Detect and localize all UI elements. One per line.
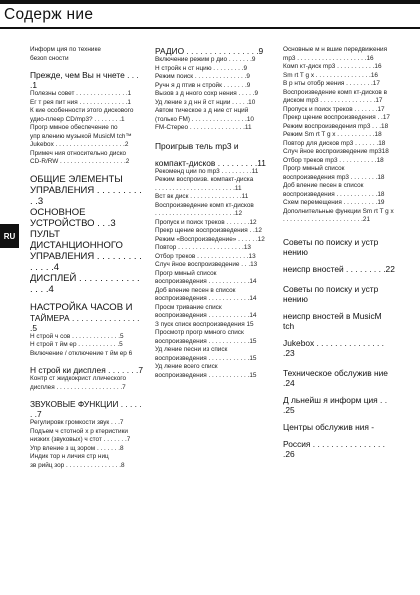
toc-entry: воспроизведения . . . . . . . . . . . .15 [155, 337, 257, 345]
toc-entry: Вызов з д нного сохр нения . . . . .9 [155, 90, 259, 97]
toc-entry: воспроизведения . . . . . . . . . . . .15 [155, 354, 257, 362]
toc-entry: mp3 . . . . . . . . . . . . . . . . . . . .16 [283, 54, 374, 62]
toc-entry: Повтор для дисков mp3 . . . . . . .18 [283, 139, 386, 147]
toc-section-title: УПРАВЛЕНИЯ . . . . . . . . . . .3 [30, 184, 142, 207]
toc-section [30, 399, 144, 470]
toc-entry: Повтор . . . . . . . . . . . . . . . . . . .13 [155, 244, 251, 251]
toc-section [30, 365, 144, 392]
toc-entry: Ег т рея пит ния . . . . . . . . . . . . . .1 [30, 98, 131, 106]
toc-entry: . . . . . . . . . . . . . . . . . . . . . . .11 [155, 184, 242, 192]
toc-section [30, 251, 144, 273]
toc-entry: Схем перемещения . . . . . . . . . .19 [283, 199, 385, 206]
toc-section-title: ДИСПЛЕЙ . . . . . . . . . . . . . . . .4 [30, 272, 140, 295]
toc-entry: Примеч ния относительно диско [30, 149, 127, 157]
toc-entry: Включение / отключение т йм ер 6 [30, 349, 133, 357]
toc-entry: зв рийц зор . . . . . . . . . . . . . . . .8 [30, 461, 125, 469]
toc-entry: Воспроизведение комп кт-дисков [155, 201, 254, 209]
header [0, 0, 420, 32]
toc-entry: Прекр щение воспроизведения . .12 [155, 227, 262, 234]
toc-section [283, 264, 395, 274]
toc-entry: воспроизведения . . . . . . . . . . . .14 [155, 278, 257, 285]
header-underline [0, 27, 420, 29]
toc-entry: Отбор треков mp3 . . . . . . . . . . .18 [283, 156, 384, 164]
toc-section [30, 229, 144, 251]
toc-entry: Jukebox . . . . . . . . . . . . . . . . . . . .2 [30, 141, 129, 148]
toc-entry: Режим воспроизв. компакт-диска [155, 176, 254, 183]
toc-entry: Режим Sm rt T g x . . . . . . . . . . .18 [283, 131, 382, 138]
toc-section [283, 395, 395, 415]
toc-section [155, 46, 267, 133]
toc-entry: Доб вление песен в список [155, 286, 236, 294]
toc-section [283, 439, 395, 459]
language-tab: RU [0, 224, 19, 248]
toc-entry: Полезны совет . . . . . . . . . . . . . . .1 [30, 90, 132, 97]
toc-section-title: ОБЩИЕ ЭЛЕМЕНТЫ [30, 173, 123, 185]
toc-entry: Уд ление песни из списк [155, 346, 228, 353]
toc-section [283, 284, 395, 304]
toc-entry: Прекр щение воспроизведения . .17 [283, 114, 390, 121]
toc-section [283, 237, 395, 257]
toc-section-title: Техническое обслужив ние .24 [283, 367, 388, 388]
toc-entry: Ручн я д птив н стройк . . . . . . .9 [155, 81, 251, 89]
toc-section-title: Н строй ки дисплея . . . . . . .7 [30, 365, 143, 375]
toc-entry: Случ йное воспроизведение . . .13 [155, 261, 258, 268]
toc-entry: К кие особенности этого дискового [30, 107, 134, 114]
toc-entry: Уд ление всего списк [155, 363, 218, 370]
page-title: Содерж ние [4, 6, 94, 23]
toc-entry: . . . . . . . . . . . . . . . . . . . . . . .12 [155, 210, 243, 217]
toc-entry: безоп сности [30, 54, 69, 62]
toc-entry: Н строй ч сов . . . . . . . . . . . . . .5 [30, 332, 124, 340]
toc-section-title: Советы по поиску и устр нению [283, 236, 379, 257]
toc-entry: Дополнительные функции Sm rt T g x [283, 207, 394, 215]
toc-section-title: неиспр вностей . . . . . . . . .22 [283, 263, 395, 274]
toc-entry: Воспроизведение комп кт-дисков в [283, 88, 387, 96]
toc-entry: Основные м н вшие передвижения [283, 46, 388, 53]
header-top-bar [0, 0, 420, 4]
toc-entry: воспроизведения . . . . . . . . . . . .14 [155, 295, 257, 302]
toc-entry: воспроизведения . . . . . . . . . . . .15 [155, 371, 257, 379]
toc-entry: Режим поиск . . . . . . . . . . . . . . .9 [155, 73, 250, 80]
toc-section-title: РАДИО . . . . . . . . . . . . . . . .9 [155, 46, 264, 56]
toc-entry: Регулировк громкости звук . . .7 [30, 419, 124, 426]
toc-section-title: ТАЙМЕРА . . . . . . . . . . . . . . . .5 [30, 312, 140, 333]
toc-entry: Н стройк н ст нцию . . . . . . . . .9 [155, 64, 248, 72]
toc-entry: воспроизведения . . . . . . . . . . . .14 [155, 312, 257, 319]
toc-section-title: ОСНОВНОЕ УСТРОЙСТВО . . .3 [30, 206, 116, 229]
toc-section-title: Советы по поиску и устр нению [283, 283, 379, 304]
toc-entry: Прогр ммное обеспечение по [30, 124, 118, 131]
toc-entry: Прогр ммный список [283, 165, 345, 172]
toc-section-title: НАСТРОЙКА ЧАСОВ И [30, 301, 133, 313]
toc-section [30, 273, 144, 295]
toc-entry: Отбор треков . . . . . . . . . . . . . . .13 [155, 252, 256, 260]
toc-entry: (только FM) . . . . . . . . . . . . . . . .10 [155, 115, 254, 123]
toc-entry: низких (звуковых) ч стот . . . . . . .7 [30, 436, 131, 443]
toc-section-title: Прежде, чем Вы н чнете . . . .1 [30, 70, 139, 90]
toc-entry: воспроизведения mp3 . . . . . . . .18 [283, 173, 385, 181]
toc-entry: Упр вление з щ зором . . . . . . .8 [30, 444, 124, 452]
toc-section [30, 302, 144, 313]
toc-section-title: Jukebox . . . . . . . . . . . . . . . .23 [283, 337, 384, 358]
toc-entry: Sm rt T g x . . . . . . . . . . . . . . . .16 [283, 71, 378, 79]
toc-entry: Просмотр прогр ммного списк [155, 329, 244, 336]
toc-section [283, 311, 395, 331]
toc-section-title: Центры обслужив ния - [283, 421, 375, 432]
toc-column-2 [155, 46, 267, 387]
toc-entry: удио-плеер CD/mp3? . . . . . . . .1 [30, 115, 125, 123]
toc-entry: Вст вк диск . . . . . . . . . . . . . . .11 [155, 193, 249, 200]
toc-entry: FM-Стерео . . . . . . . . . . . . . . . .11 [155, 124, 252, 131]
toc-column-3 [283, 46, 395, 466]
toc-section [30, 185, 144, 207]
toc-entry: . . . . . . . . . . . . . . . . . . . . . . .21 [283, 216, 371, 223]
toc-entry: Подъем ч стотной х р ктеристики [30, 427, 128, 435]
toc-entry: Уд ление з д нн й ст нции . . . . .10 [155, 98, 256, 106]
toc-section [283, 338, 395, 358]
toc-entry: Случ йное воспроизведение mp318 [283, 148, 389, 155]
toc-entry: дисплея . . . . . . . . . . . . . . . . . . .7 [30, 383, 126, 391]
toc-section-title: компакт-дисков . . . . . . . . .11 [155, 157, 266, 168]
toc-entry: Рекоменд ции по mp3 . . . . . . . . .11 [155, 167, 259, 175]
toc-entry: Просм тривание списк [155, 303, 222, 311]
toc-entry: Автом тическое з д ние ст нций [155, 107, 249, 114]
toc-entry: Пропуск и поиск треков . . . . . . .12 [155, 218, 257, 226]
toc-entry: В р нты отобр жения . . . . . . . .17 [283, 80, 380, 87]
toc-section [30, 207, 144, 229]
toc-section-title: ЗВУКОВЫЕ ФУНКЦИИ . . . . . . .7 [30, 399, 142, 419]
toc-section [155, 141, 267, 151]
toc-section [283, 368, 395, 388]
toc-section [155, 158, 267, 381]
toc-entry: Включение режим р дио . . . . . . .9 [155, 56, 256, 63]
toc-entry: Индик тор н личия стр ниц [30, 453, 109, 460]
toc-entry: Прогр ммный список [155, 269, 217, 277]
toc-entry: Информ ция по технике [30, 46, 101, 53]
toc-entry: Комп кт-диск mp3 . . . . . . . . . . .16 [283, 63, 382, 70]
toc-section-title: ПУЛЬТ ДИСТАНЦИОННОГО [30, 228, 123, 251]
toc-entry: Н строй т йм ер . . . . . . . . . . . .5 [30, 341, 123, 348]
toc-section [283, 46, 395, 225]
toc-column-1 [30, 46, 144, 477]
toc-section-title: Россия . . . . . . . . . . . . . . . . .26 [283, 438, 385, 459]
toc-entry: упр влению музыкой MusicM tch™ [30, 132, 132, 140]
toc-entry: диском mp3 . . . . . . . . . . . . . . . .17 [283, 97, 383, 104]
toc-section [30, 174, 144, 185]
toc-section [283, 422, 395, 432]
toc-entry: Пропуск и поиск треков . . . . . . .17 [283, 105, 385, 113]
toc-section-title: УПРАВЛЕНИЯ . . . . . . . . . . . . . .4 [30, 250, 142, 273]
toc-entry: Доб вление песен в список [283, 182, 364, 189]
toc-entry: CD-R/RW . . . . . . . . . . . . . . . . . . .2 [30, 158, 130, 165]
toc-section [30, 46, 144, 63]
toc-entry: З пуск списк воспроизведения 15 [155, 320, 254, 328]
toc-section-title: Д льнейш я информ ция . . .25 [283, 394, 388, 415]
toc-entry: Режим «Воспроизведение» . . . . . .12 [155, 235, 265, 243]
toc-entry: воспроизведения . . . . . . . . . . . .18 [283, 190, 385, 198]
toc-section-title: Проигрыв тель mp3 и [155, 140, 239, 151]
toc-section-title: неиспр вностей в MusicM tch [283, 310, 382, 331]
toc-entry: Режим воспроизведения mp3 . . .18 [283, 122, 389, 130]
toc-section [30, 70, 144, 167]
toc-section [30, 313, 144, 359]
toc-entry: Контр ст жидкокрист ллического [30, 375, 127, 382]
